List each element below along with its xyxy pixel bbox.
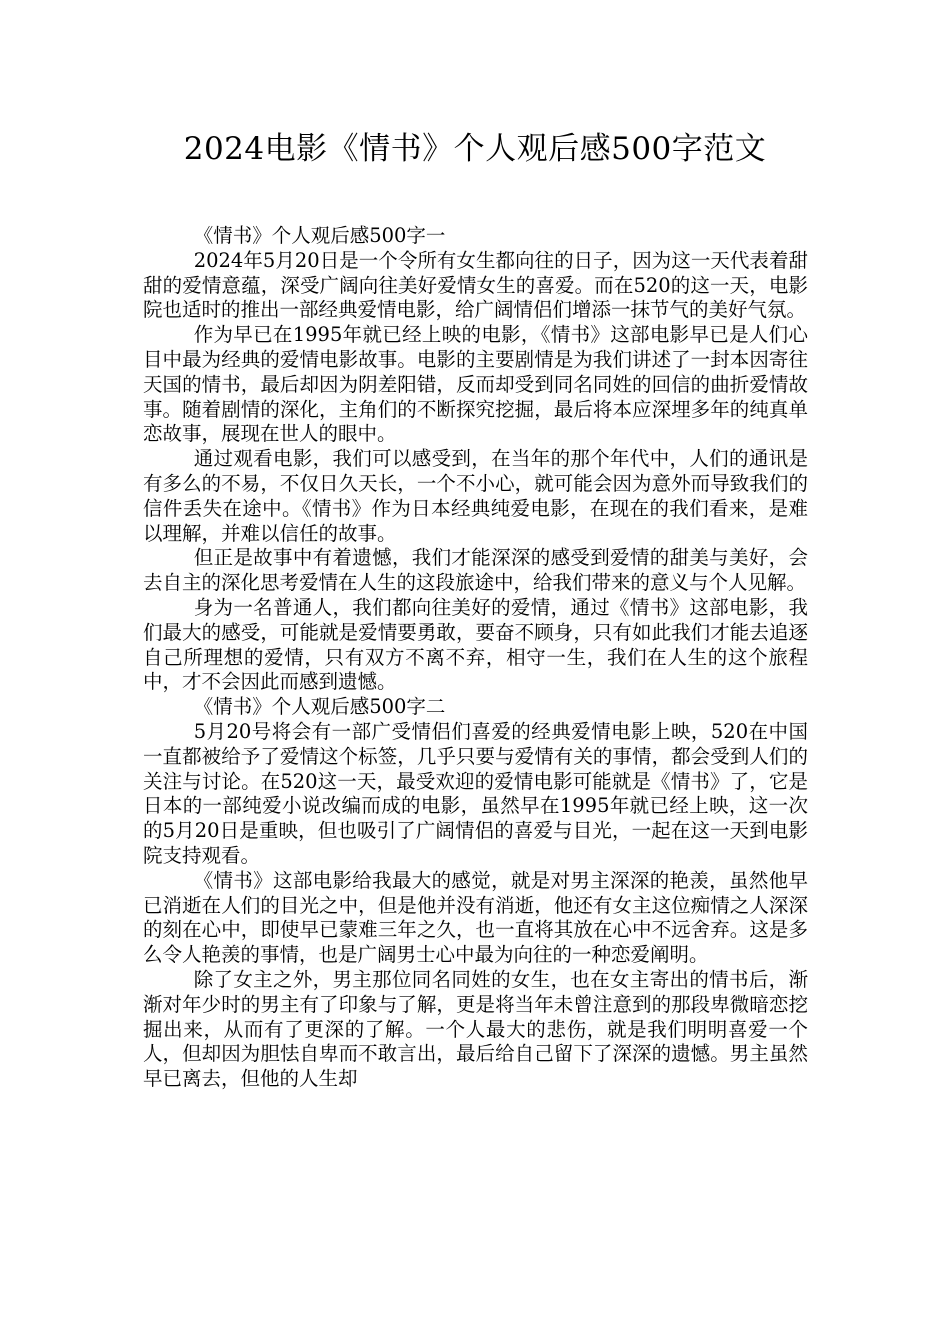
paragraph: 通过观看电影，我们可以感受到，在当年的那个年代中，人们的通讯是有多么的不易，不仅日久天长，一个不小心，就可能会因为意外而导致我们的信件丢失在途中。《情书》作为日本经典纯爱电影，在现在的我们看来，是难以理解，并难以信任的故事。 — [143, 447, 808, 545]
paragraph: 5月20号将会有一部广受情侣们喜爱的经典爱情电影上映，520在中国一直都被给予了爱情这个标签，几乎只要与爱情有关的事情，都会受到人们的关注与讨论。在520这一天，最受欢迎的爱情电影可能就是《情书》了，它是日本的一部纯爱小说改编而成的电影，虽然早在1995年就已经上映，这一次的5月20日是重映，但也吸引了广阔情侣的喜爱与目光，一起在这一天到电影院支持观看。 — [143, 719, 808, 867]
paragraph: 2024年5月20日是一个令所有女生都向往的日子，因为这一天代表着甜甜的爱情意蕴，深受广阔向往美好爱情女生的喜爱。而在520的这一天，电影院也适时的推出一部经典爱情电影，给广阔情侣们增添一抹节气的美好气氛。 — [143, 248, 808, 322]
paragraph: 但正是故事中有着遗憾，我们才能深深的感受到爱情的甜美与美好，会去自主的深化思考爱情在人生的这段旅途中，给我们带来的意义与个人见解。 — [143, 546, 808, 595]
paragraph: 身为一名普通人，我们都向往美好的爱情，通过《情书》这部电影，我们最大的感受，可能就是爱情要勇敢，要奋不顾身，只有如此我们才能去追逐自己所理想的爱情，只有双方不离不弃，相守一生，我们在人生的这个旅程中，才不会因此而感到遗憾。 — [143, 595, 808, 694]
paragraph: 除了女主之外，男主那位同名同姓的女生，也在女主寄出的情书后，渐渐对年少时的男主有了印象与了解，更是将当年未曾注意到的那段卑微暗恋挖掘出来，从而有了更深的了解。一个人最大的悲伤，就是我们明明喜爱一个人，但却因为胆怯自卑而不敢言出，最后给自己留下了深深的遗憾。男主虽然早已离去，但他的人生却 — [143, 967, 808, 1091]
section-heading-2: 《情书》个人观后感500字二 — [193, 695, 446, 719]
section-heading-1: 《情书》个人观后感500字一 — [193, 224, 446, 247]
document-title: 2024电影《情书》个人观后感500字范文 — [183, 131, 767, 167]
paragraph: 作为早已在1995年就已经上映的电影，《情书》这部电影早已是人们心目中最为经典的爱情电影故事。电影的主要剧情是为我们讲述了一封本因寄往天国的情书，最后却因为阴差阳错，反而却受到同名同姓的回信的曲折爱情故事。随着剧情的深化，主角们的不断探究挖掘，最后将本应深埋多年的纯真单恋故事，展现在世人的眼中。 — [143, 323, 808, 446]
document-body — [143, 224, 808, 1092]
paragraph: 《情书》这部电影给我最大的感觉，就是对男主深深的艳羡，虽然他早已消逝在人们的目光之中，但是他并没有消逝，他还有女主这位痴情之人深深的刻在心中，即使早已蒙难三年之久，也一直将其放在心中不远舍弃。这是多么令人艳羡的事情，也是广阔男士心中最为向往的一种恋爱阐明。 — [143, 868, 808, 967]
